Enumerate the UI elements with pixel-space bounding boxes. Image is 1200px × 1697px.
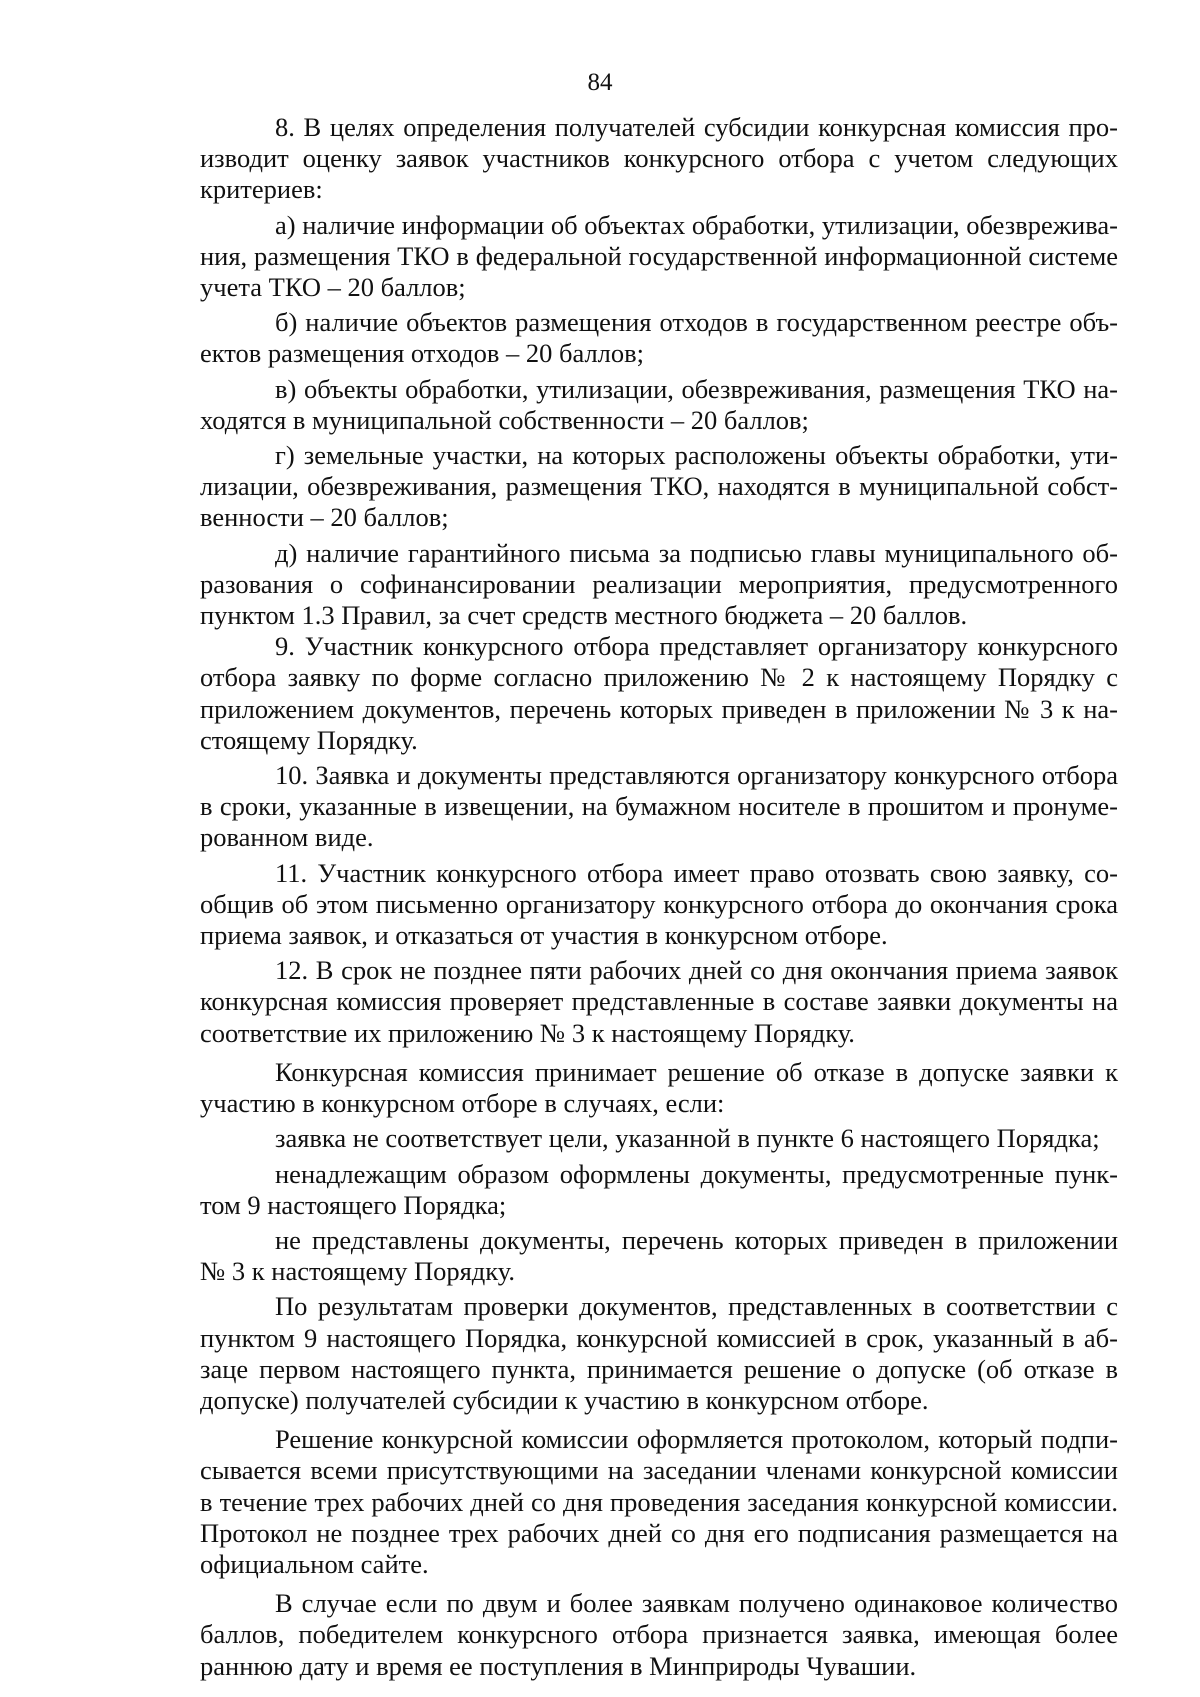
criterion-a: а) наличие информации об объектах обработки, утилизации, обезвреживания, размещения ТКО в федеральной государственной информационной системе учета ТКО – 20 баллов; [200,209,1118,303]
paragraph-equal-scores: В случае если по двум и более заявкам получено одинаковое количество баллов, победителем конкурсного отбора признается заявка, имеющая более раннюю дату и время ее поступления в Минприроды Чувашии. [200,1588,1118,1681]
refusal-case-1: заявка не соответствует цели, указанной в пункте 6 настоящего Порядка; [275,1123,1100,1154]
paragraph-12: 12. В срок не позднее пяти рабочих дней со дня окончания приема заявок конкурсная комиссия проверяет представленные в составе заявки документы на соответствие их приложению № 3 к настоящему Порядку. [200,955,1118,1048]
refusal-case-3: не представлены документы, перечень которых приведен в приложении № 3 к настоящему Порядку. [200,1224,1118,1287]
paragraph-8: 8. В целях определения получателей субсидии конкурсная комиссия производит оценку заявок участников конкурсного отбора с учетом следующих критериев: [200,112,1118,205]
paragraph-10: 10. Заявка и документы представляются организатору конкурсного отбора в сроки, указанные в извещении, на бумажном носителе в прошитом и пронумерованном виде. [200,760,1118,853]
criterion-b: б) наличие объектов размещения отходов в государственном реестре объектов размещения отходов – 20 баллов; [200,307,1118,369]
paragraph-9: 9. Участник конкурсного отбора представляет организатору конкурсного отбора заявку по форме согласно приложению № 2 к настоящему Порядку с приложением документов, перечень которых приведен в приложении № 3 к настоящему Порядку. [200,631,1118,755]
criterion-v: в) объекты обработки, утилизации, обезвреживания, размещения ТКО находятся в муниципальной собственности – 20 баллов; [200,373,1118,435]
paragraph-commission-refusal: Конкурсная комиссия принимает решение об отказе в допуске заявки к участию в конкурсном отборе в случаях, если: [200,1056,1118,1119]
paragraph-verification-results: По результатам проверки документов, представленных в соответствии с пунктом 9 настоящего Порядка, конкурсной комиссией в срок, указанный в абзаце первом настоящего пункта, принимается решение о допуске (об отказе в допуске) получателей субсидии к участию в конкурсном отборе. [200,1291,1118,1415]
paragraph-11: 11. Участник конкурсного отбора имеет право отозвать свою заявку, сообщив об этом письменно организатору конкурсного отбора до окончания срока приема заявок, и отказаться от участия в конкурсном отборе. [200,857,1118,951]
document-body [200,112,1118,1682]
criterion-g: г) земельные участки, на которых расположены объекты обработки, утилизации, обезвреживания, размещения ТКО, находятся в муниципальной собственности – 20 баллов; [200,440,1118,533]
page-number: 84 [587,69,613,96]
refusal-case-2: ненадлежащим образом оформлены документы, предусмотренные пунктом 9 настоящего Порядка; [200,1158,1118,1220]
criterion-d: д) наличие гарантийного письма за подписью главы муниципального образования о софинансировании реализации мероприятия, предусмотренного пунктом 1.3 Правил, за счет средств местного бюджета – 20 баллов. [200,537,1118,631]
paragraph-protocol: Решение конкурсной комиссии оформляется протоколом, который подписывается всеми присутствующими на заседании членами конкурсной комиссии в течение трех рабочих дней со дня проведения заседания конкурсной комиссии. Протокол не позднее трех рабочих дней со дня его подписания размещается на официальном сайте. [200,1424,1118,1579]
